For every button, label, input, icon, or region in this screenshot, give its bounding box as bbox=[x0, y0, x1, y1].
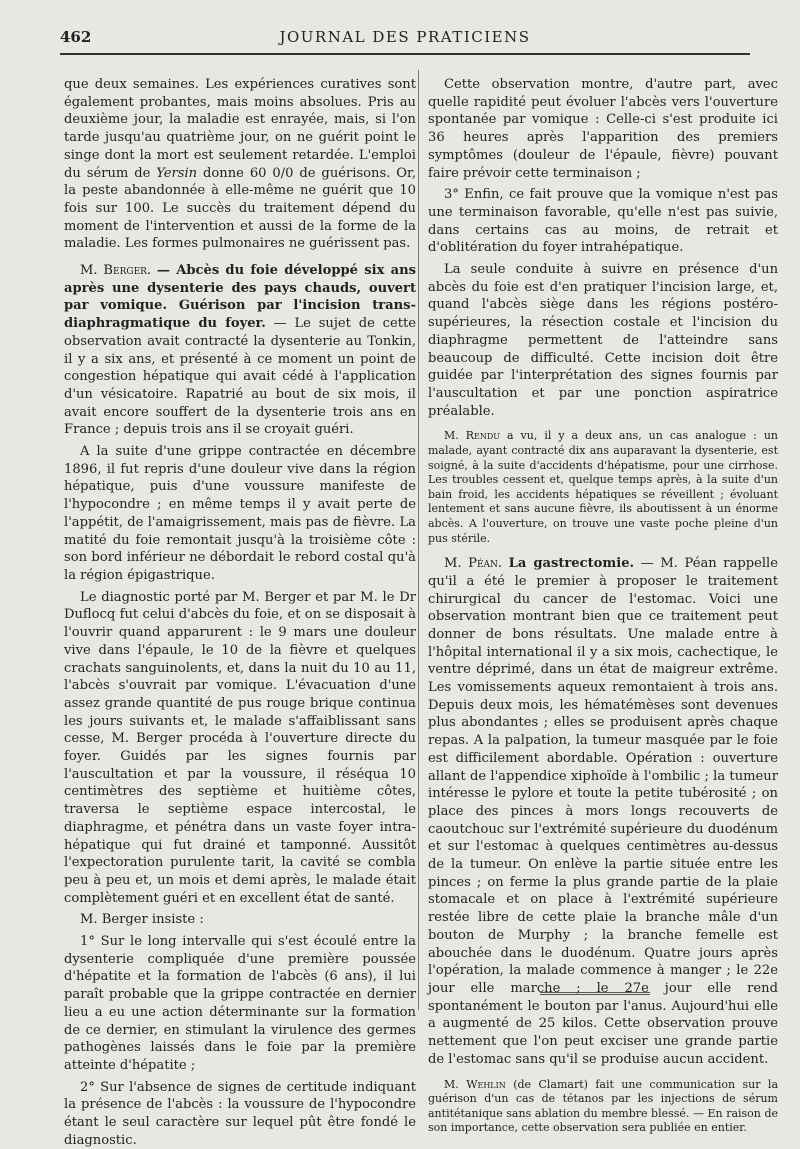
paragraph-diagnostic: Le diagnostic porté par M. Berger et par M. le Dr Duflocq fut celui d'abcès du foie, et on se disposait à l'ouvrir quand apparurent : le 9 mars une douleur vive dans l'épaule, le 10 de la fièvre et quelques crachats sanguinolents, et, dans la nuit du 10 au 11, l'abcès s'ouvrait par vomique. L'évacuation d'une assez grande quantité de pus rouge brique continua les jours suivants et, le malade s'affaiblissant sans cesse, M. Berger procéda à l'ouverture directe du foyer. Guidés par les signes fournis par l'auscultation et par la voussure, il réséqua 10 centimètres des septième et huitième côtes, traversa le septième espace intercostal, le diaphragme, et pénétra dans un vaste foyer intra-hépatique qui fut drainé et tamponné. Aussitôt l'expectoration purulente tarit, la cavité se combla peu à peu et, un mois et demi après, le malade était complètement guéri et en excellent état de santé. bbox=[64, 589, 416, 906]
paragraph-rapidite: Cette observation montre, d'autre part, avec quelle rapidité peut évoluer l'abcès vers l'ouverture spontanée par vomique : Celle-ci s'est produite ici 36 heures après l'apparition des premiers symptômes (douleur de l'épaule, fièvre) pouvant faire prévoir cette terminaison ; bbox=[428, 77, 778, 181]
paragraph-point-1: 1° Sur le long intervalle qui s'est écoulé entre la dysenterie compliquée d'une première poussée d'hépatite et la formation de l'abcès (6 ans), il lui paraît probable que la grippe contractée en dernier lieu a eu une action déterminante sur la formation de ce dernier, en stimulant la virulence des germes pathogènes laissés dans le foie par la première atteinte d'hépatite ; bbox=[64, 934, 416, 1073]
page-number: 462 bbox=[60, 28, 92, 46]
prefix: M. bbox=[444, 429, 459, 443]
paragraph-berger-insiste: M. Berger insiste : bbox=[80, 912, 204, 928]
author-name: Berger. bbox=[103, 263, 152, 279]
paragraph-text: — M. Péan rappelle qu'il a été le premier à proposer le traitement chirurgical du cancer de l'estomac. Voici une observation montrant bien que ce traitement peut donner de bons résultats. Une malade entre à l'hôpital international il y a six mois, cachectique, le ventre déprimé, dans un état de maigreur extrême. Les vomissements aqueux remontaient à trois ans. Depuis deux mois, les hématémèses sont devenues plus abondantes ; elles se produisent après chaque repas. A la palpation, la tumeur masquée par le foie est difficilement abordable. Opération : ouverture allant de l'appendice xiphoïde à l'ombilic ; la tumeur intéresse le pylore et toute la petite tubérosité ; on place des pinces à mors longs recouverts de caoutchouc sur l'extrémité supérieure du duodénum et sur l'estomac à quelques centimètres au-dessus de la tumeur. On enlève la partie située entre les pinces ; on ferme la plus grande partie de la plaie stomacale et on place à l'extrémité supérieure restée libre de cette plaie la branche mâle d'un bouton de Murphy ; la branche femelle est abouchée dans le duodénum. Quatre jours après l'opération, la malade commence à manger ; le 22e jour elle marche ; le 27e jour elle rend spontanément le bouton par l'anus. Aujourd'hui elle a augmenté de 25 kilos. Cette observation prouve nettement que l'on peut exciser une grande partie de l'estomac sans qu'il se produise aucun accident. bbox=[428, 556, 778, 1067]
author-name: Wehlin bbox=[466, 1077, 506, 1091]
paragraph-text: a vu, il y a deux ans, un cas analogue : un malade, ayant contracté dix ans auparavant la dysenterie, est soigné, à la suite d'accidents d'hépatisme, pour une cirrhose. Les troubles cessent et, quelque temps après, à la suite d'un bain froid, les accidents hépatiques se réveillent ; évoluant lentement et sans aucune fièvre, ils aboutissent à un énorme abcès. A l'ouverture, on trouve une vaste poche pleine d'un pus stérile. bbox=[428, 429, 778, 545]
paragraph-conduite: La seule conduite à suivre en présence d'un abcès du foie est d'en pratiquer l'incision large, et, quand l'abcès siège dans les régions postéro-supérieures, la résection costale et l'incision du diaphragme permettent de l'atteindre sans beaucoup de difficulté. Cette incision doit être guidée par l'interprétation des signes fournis par l'auscultation et par une ponction aspiratrice préalable. bbox=[428, 262, 778, 419]
page-header bbox=[60, 28, 750, 50]
prefix: M. bbox=[444, 1077, 459, 1091]
paragraph-text: donne 60 0/0 de guérisons. Or, la peste abandonnée à elle-même ne guérit que 10 fois sur 100. Le succès du traitement dépend du moment de l'intervention et aussi de la forme de la maladie. Les formes pulmonaires ne guérissent pas. bbox=[64, 165, 416, 252]
paragraph-berger-abces bbox=[64, 262, 416, 439]
right-column bbox=[428, 76, 778, 1136]
section-title: — Abcès du foie développé six ans après une dysenterie des pays chauds, ouvert par vomique. Guérison par l'incision trans-diaphragmatique du foyer. bbox=[64, 263, 416, 332]
paragraph-wehlin bbox=[428, 1078, 778, 1136]
yersin-name: Yersin bbox=[156, 165, 198, 181]
prefix: M. bbox=[444, 556, 462, 572]
running-head: JOURNAL DES PRATICIENS bbox=[279, 28, 531, 46]
column-divider bbox=[418, 70, 419, 1010]
paragraph-point-2: 2° Sur l'absence de signes de certitude indiquant la présence de l'abcès : la voussure de l'hypocondre étant le seul caractère sur lequel pût être fondé le diagnostic. bbox=[64, 1079, 416, 1148]
paragraph-text: — Le sujet de cette observation avait contracté la dysenterie au Tonkin, il y a six ans, et présenté à ce moment un point de congestion hépatique qui avait cédé à l'application d'un vésicatoire. Rapatrié au bout de six mois, il avait encore souffert de la dysenterie trois ans en France ; depuis trois ans il se croyait guéri. bbox=[64, 316, 416, 438]
paragraph-grippe: A la suite d'une grippe contractée en décembre 1896, il fut repris d'une douleur vive dans la région hépatique, puis d'une voussure manifeste de l'hypocondre ; en même temps il y avait perte de l'appétit, de l'amaigrissement, mais pas de fièvre. La matité du foie remontait jusqu'à la troisième côte : son bord inférieur ne débordait le rebord costal qu'à la région épigastrique. bbox=[64, 444, 416, 583]
paragraph-point-3: 3° Enfin, ce fait prouve que la vomique n'est pas une terminaison favorable, qu'elle n'est pas suivie, dans certains cas au moins, de retrait et d'oblitération du foyer intrahépatique. bbox=[428, 187, 778, 256]
prefix: M. bbox=[80, 263, 98, 279]
author-name: Rendu bbox=[465, 429, 501, 443]
paragraph-plague-results bbox=[64, 76, 416, 253]
paragraph-rendu bbox=[428, 429, 778, 546]
paragraph-text: que deux semaines. Les expériences curatives sont également probantes, mais moins absolues. Pris au deuxième jour, la maladie est enrayée, mais, si l'on tarde jusqu'au quatrième jour, on ne guérit point le singe dont la mort est seulement retardée. L'emploi du sérum de bbox=[64, 77, 416, 181]
paragraph-text: (de Clamart) fait une communication sur la guérison d'un cas de tétanos par les injections de sérum antitétanique sans ablation du membre blessé. — En raison de son importance, cette observation sera publiée en entier. bbox=[428, 1077, 779, 1135]
left-column bbox=[64, 76, 416, 1149]
header-rule bbox=[60, 53, 750, 55]
author-name: Péan. bbox=[468, 556, 503, 572]
section-title: La gastrectomie. bbox=[508, 556, 635, 572]
end-ornament-rule bbox=[540, 992, 650, 995]
